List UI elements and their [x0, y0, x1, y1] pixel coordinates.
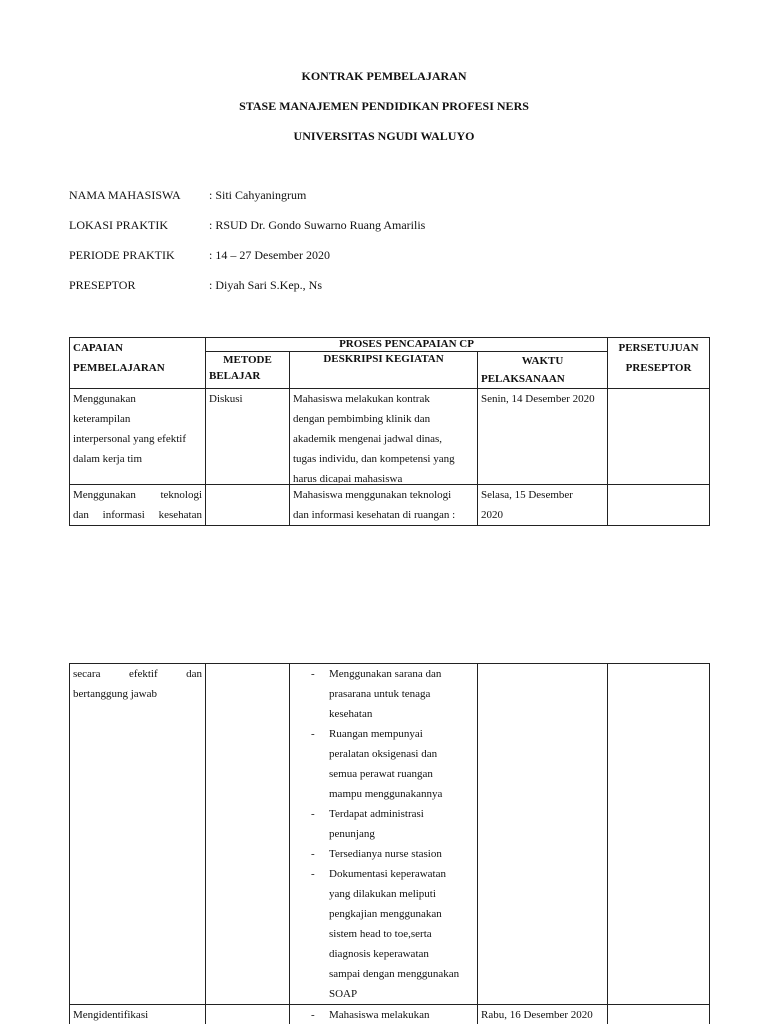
lokasi-label: LOKASI PRAKTIK: [69, 218, 168, 232]
list-item: - Tersedianya nurse stasion: [329, 844, 474, 864]
deskripsi-cell: [290, 1005, 478, 1024]
nama-value: : Siti Cahyaningrum: [209, 188, 307, 202]
header-persetujuan: PERSETUJUAN PRESEPTOR: [608, 338, 710, 389]
doc-subtitle: STASE MANAJEMEN PENDIDIKAN PROFESI NERS: [239, 99, 529, 113]
list-item: - Mahasiswa melakukan: [329, 1005, 474, 1024]
header-waktu: WAKTU PELAKSANAAN: [478, 352, 608, 389]
capaian-cell: secara efektif dan bertanggung jawab: [70, 664, 206, 1005]
waktu-cell: Senin, 14 Desember 2020: [478, 389, 608, 485]
list-item: - Ruangan mempunyai peralatan oksigenasi dan semua perawat ruangan mampu menggunakannya: [329, 724, 474, 804]
persetujuan-cell: [608, 389, 710, 485]
header-deskripsi: DESKRIPSI KEGIATAN: [290, 352, 478, 389]
persetujuan-cell: [608, 664, 710, 1005]
periode-label: PERIODE PRAKTIK: [69, 248, 175, 262]
persetujuan-cell: [608, 485, 710, 526]
deskripsi-cell: [290, 664, 478, 1005]
table-row: [70, 485, 710, 526]
capaian-cell: Menggunakan teknologi dan informasi kesehatan: [70, 485, 206, 526]
table-row: [70, 664, 710, 1005]
capaian-cell: Menggunakan keterampilan interpersonal yang efektif dalam kerja tim: [70, 389, 206, 485]
doc-title: KONTRAK PEMBELAJARAN: [301, 69, 467, 83]
nama-label: NAMA MAHASISWA: [69, 188, 181, 202]
learning-contract-table: [69, 337, 710, 526]
metode-cell: [206, 1005, 290, 1024]
lokasi-value: : RSUD Dr. Gondo Suwarno Ruang Amarilis: [209, 218, 426, 232]
deskripsi-cell: Mahasiswa melakukan kontrak dengan pembimbing klinik dan akademik mengenai jadwal dinas, tugas individu, dan kompetensi yang harus dicapai mahasiswa: [290, 389, 478, 485]
doc-university: UNIVERSITAS NGUDI WALUYO: [293, 129, 475, 143]
list-item: - Menggunakan sarana dan prasarana untuk tenaga kesehatan: [329, 664, 474, 724]
waktu-cell: [478, 664, 608, 1005]
waktu-cell: Rabu, 16 Desember 2020: [478, 1005, 608, 1024]
preseptor-label: PRESEPTOR: [69, 278, 136, 292]
table-row: [70, 1005, 710, 1024]
header-capaian: CAPAIAN PEMBELAJARAN: [70, 338, 206, 389]
metode-cell: Diskusi: [206, 389, 290, 485]
capaian-cell: Mengidentifikasi: [70, 1005, 206, 1024]
header-proses: PROSES PENCAPAIAN CP: [206, 338, 608, 352]
waktu-cell: Selasa, 15 Desember 2020: [478, 485, 608, 526]
table-row: [70, 389, 710, 485]
periode-value: : 14 – 27 Desember 2020: [209, 248, 330, 262]
list-item: - Dokumentasi keperawatan yang dilakukan meliputi pengkajian menggunakan sistem head to toe,serta diagnosis keperawatan sampai dengan menggunakan SOAP: [329, 864, 474, 1004]
metode-cell: [206, 664, 290, 1005]
deskripsi-cell: Mahasiswa menggunakan teknologi dan informasi kesehatan di ruangan :: [290, 485, 478, 526]
header-metode: METODE BELAJAR: [206, 352, 290, 389]
persetujuan-cell: [608, 1005, 710, 1024]
learning-contract-table-continued: [69, 663, 710, 1024]
kegiatan-list: [293, 664, 474, 1004]
metode-cell: [206, 485, 290, 526]
list-item: - Terdapat administrasi penunjang: [329, 804, 474, 844]
preseptor-value: : Diyah Sari S.Kep., Ns: [209, 278, 322, 292]
